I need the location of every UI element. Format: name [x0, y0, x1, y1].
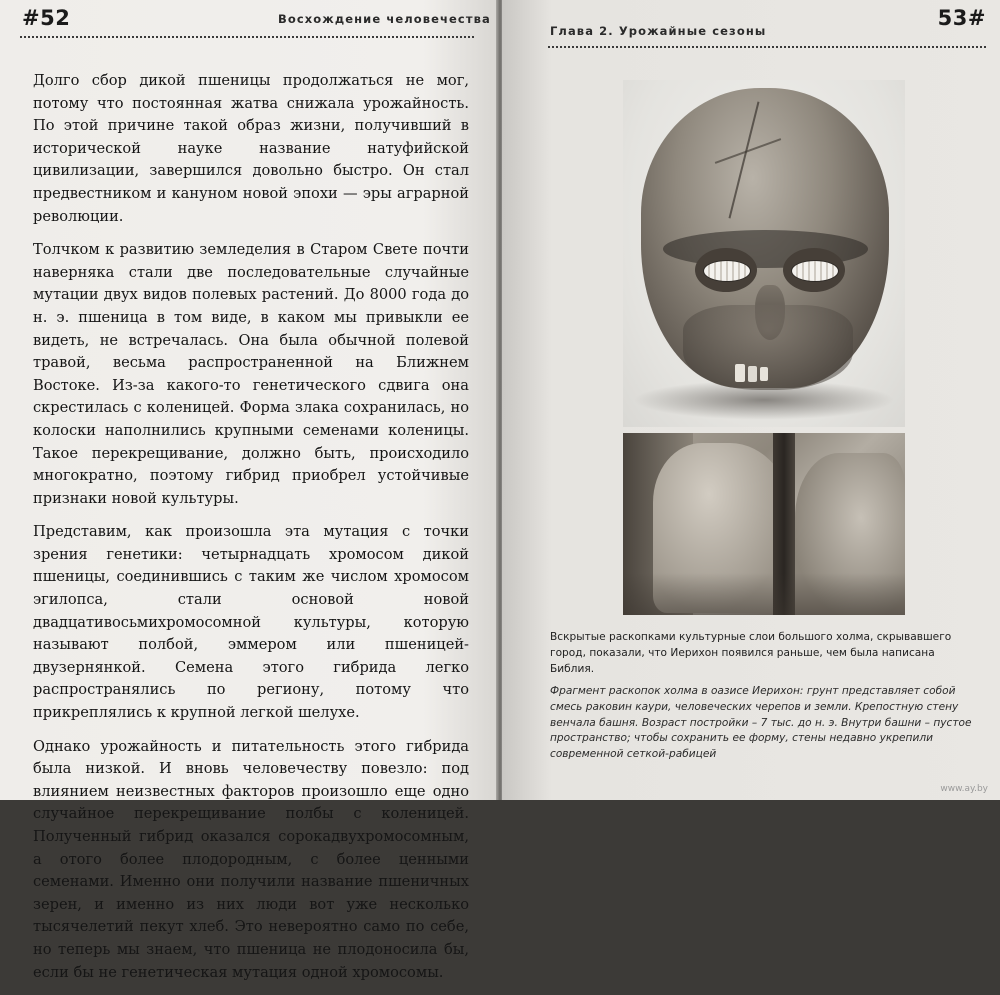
header-dotted-rule — [548, 46, 986, 48]
excavation-photo — [623, 433, 905, 615]
left-page — [0, 0, 498, 981]
plastered-skull-photo — [623, 80, 905, 427]
left-page-header — [0, 0, 498, 42]
right-page-header — [502, 0, 1000, 42]
paragraph: Представим, как произошла эта мутация с точки зрения генетики: четырнадцать хромосом дикой пшеницы, соединившись с таким же числом хромосом эгилопса, стали основой новой двадцативосьмихромосомной культуры, которую называют полбой, эммером или пшеницей-двузернянкой. Семена этого гибрида легко распространялись по региону, потому что прикреплялись к крупной легкой шелухе. — [33, 523, 469, 722]
paragraph: Однако урожайность и питательность этого гибрида была низкой. И вновь человечеству повезло: под влиянием неизвестных факторов произошло еще одно случайное перекрещивание полбы с коленицей. Полученный гибрид оказался сорокадвухромосомным, а отого более плодородным, с более ценными семенами. Именно они получили название пшеничных зерен, и именно из них люди вот уже несколько тысячелетий пекут хлеб. Это невероятно само по себе, но теперь мы знаем, что пшеница не плодоносила бы, если бы не генетическая мутация одной хромосомы. — [33, 737, 469, 981]
figure-caption: Вскрытые раскопками культурные слои большого холма, скрывавшего город, показали, что Иерихон появился раньше, чем была написана Библия. — [550, 631, 952, 675]
figure — [623, 80, 905, 615]
right-page-number: 53# — [937, 6, 986, 30]
right-running-title: Глава 2. Урожайные сезоны — [550, 24, 767, 38]
paragraph: Толчком к развитию земледелия в Старом Свете почти наверняка стали две последовательные случайные мутации двух видов полевых растений. До 8000 года до н. э. пшеница в том виде, в каком мы привыкли ее видеть, не встречалась. Она была обычной полевой травой, весьма распространенной на Ближнем Востоке. Из-за какого-то генетического сдвига она скрестилась с коленицей. Форма злака сохранилась, но колоски наполнились крупными семенами коленицы. Такое перекрещивание, должно быть, происходило многократно, поэтому гибрид приобрел устойчивые признаки новой культуры. — [33, 241, 469, 507]
paragraph: Долго сбор дикой пшеницы продолжаться не мог, потому что постоянная жатва снижала урожайность. По этой причине такой образ жизни, получивший в исторической науке название натуфийской цивилизации, завершился довольно быстро. Он стал предвестником и кануном новой эпохи — эры аграрной революции. — [33, 72, 469, 225]
left-running-title: Восхождение человечества — [278, 12, 491, 26]
header-dotted-rule — [20, 36, 474, 38]
left-page-number: #52 — [22, 6, 71, 30]
watermark: www.ay.by — [940, 784, 988, 794]
left-body-text — [33, 70, 469, 995]
right-page — [502, 0, 1000, 800]
figure-caption-secondary: Фрагмент раскопок холма в оазисе Иерихон: грунт представляет собой смесь раковин каури, человеческих черепов и земли. Крепостную стену венчала башня. Возраст постройки – 7 тыс. до н. э. Внутри башни – пустое пространство; чтобы сохранить ее форму, стены недавно укрепили современной сеткой-рабицей — [550, 685, 972, 761]
